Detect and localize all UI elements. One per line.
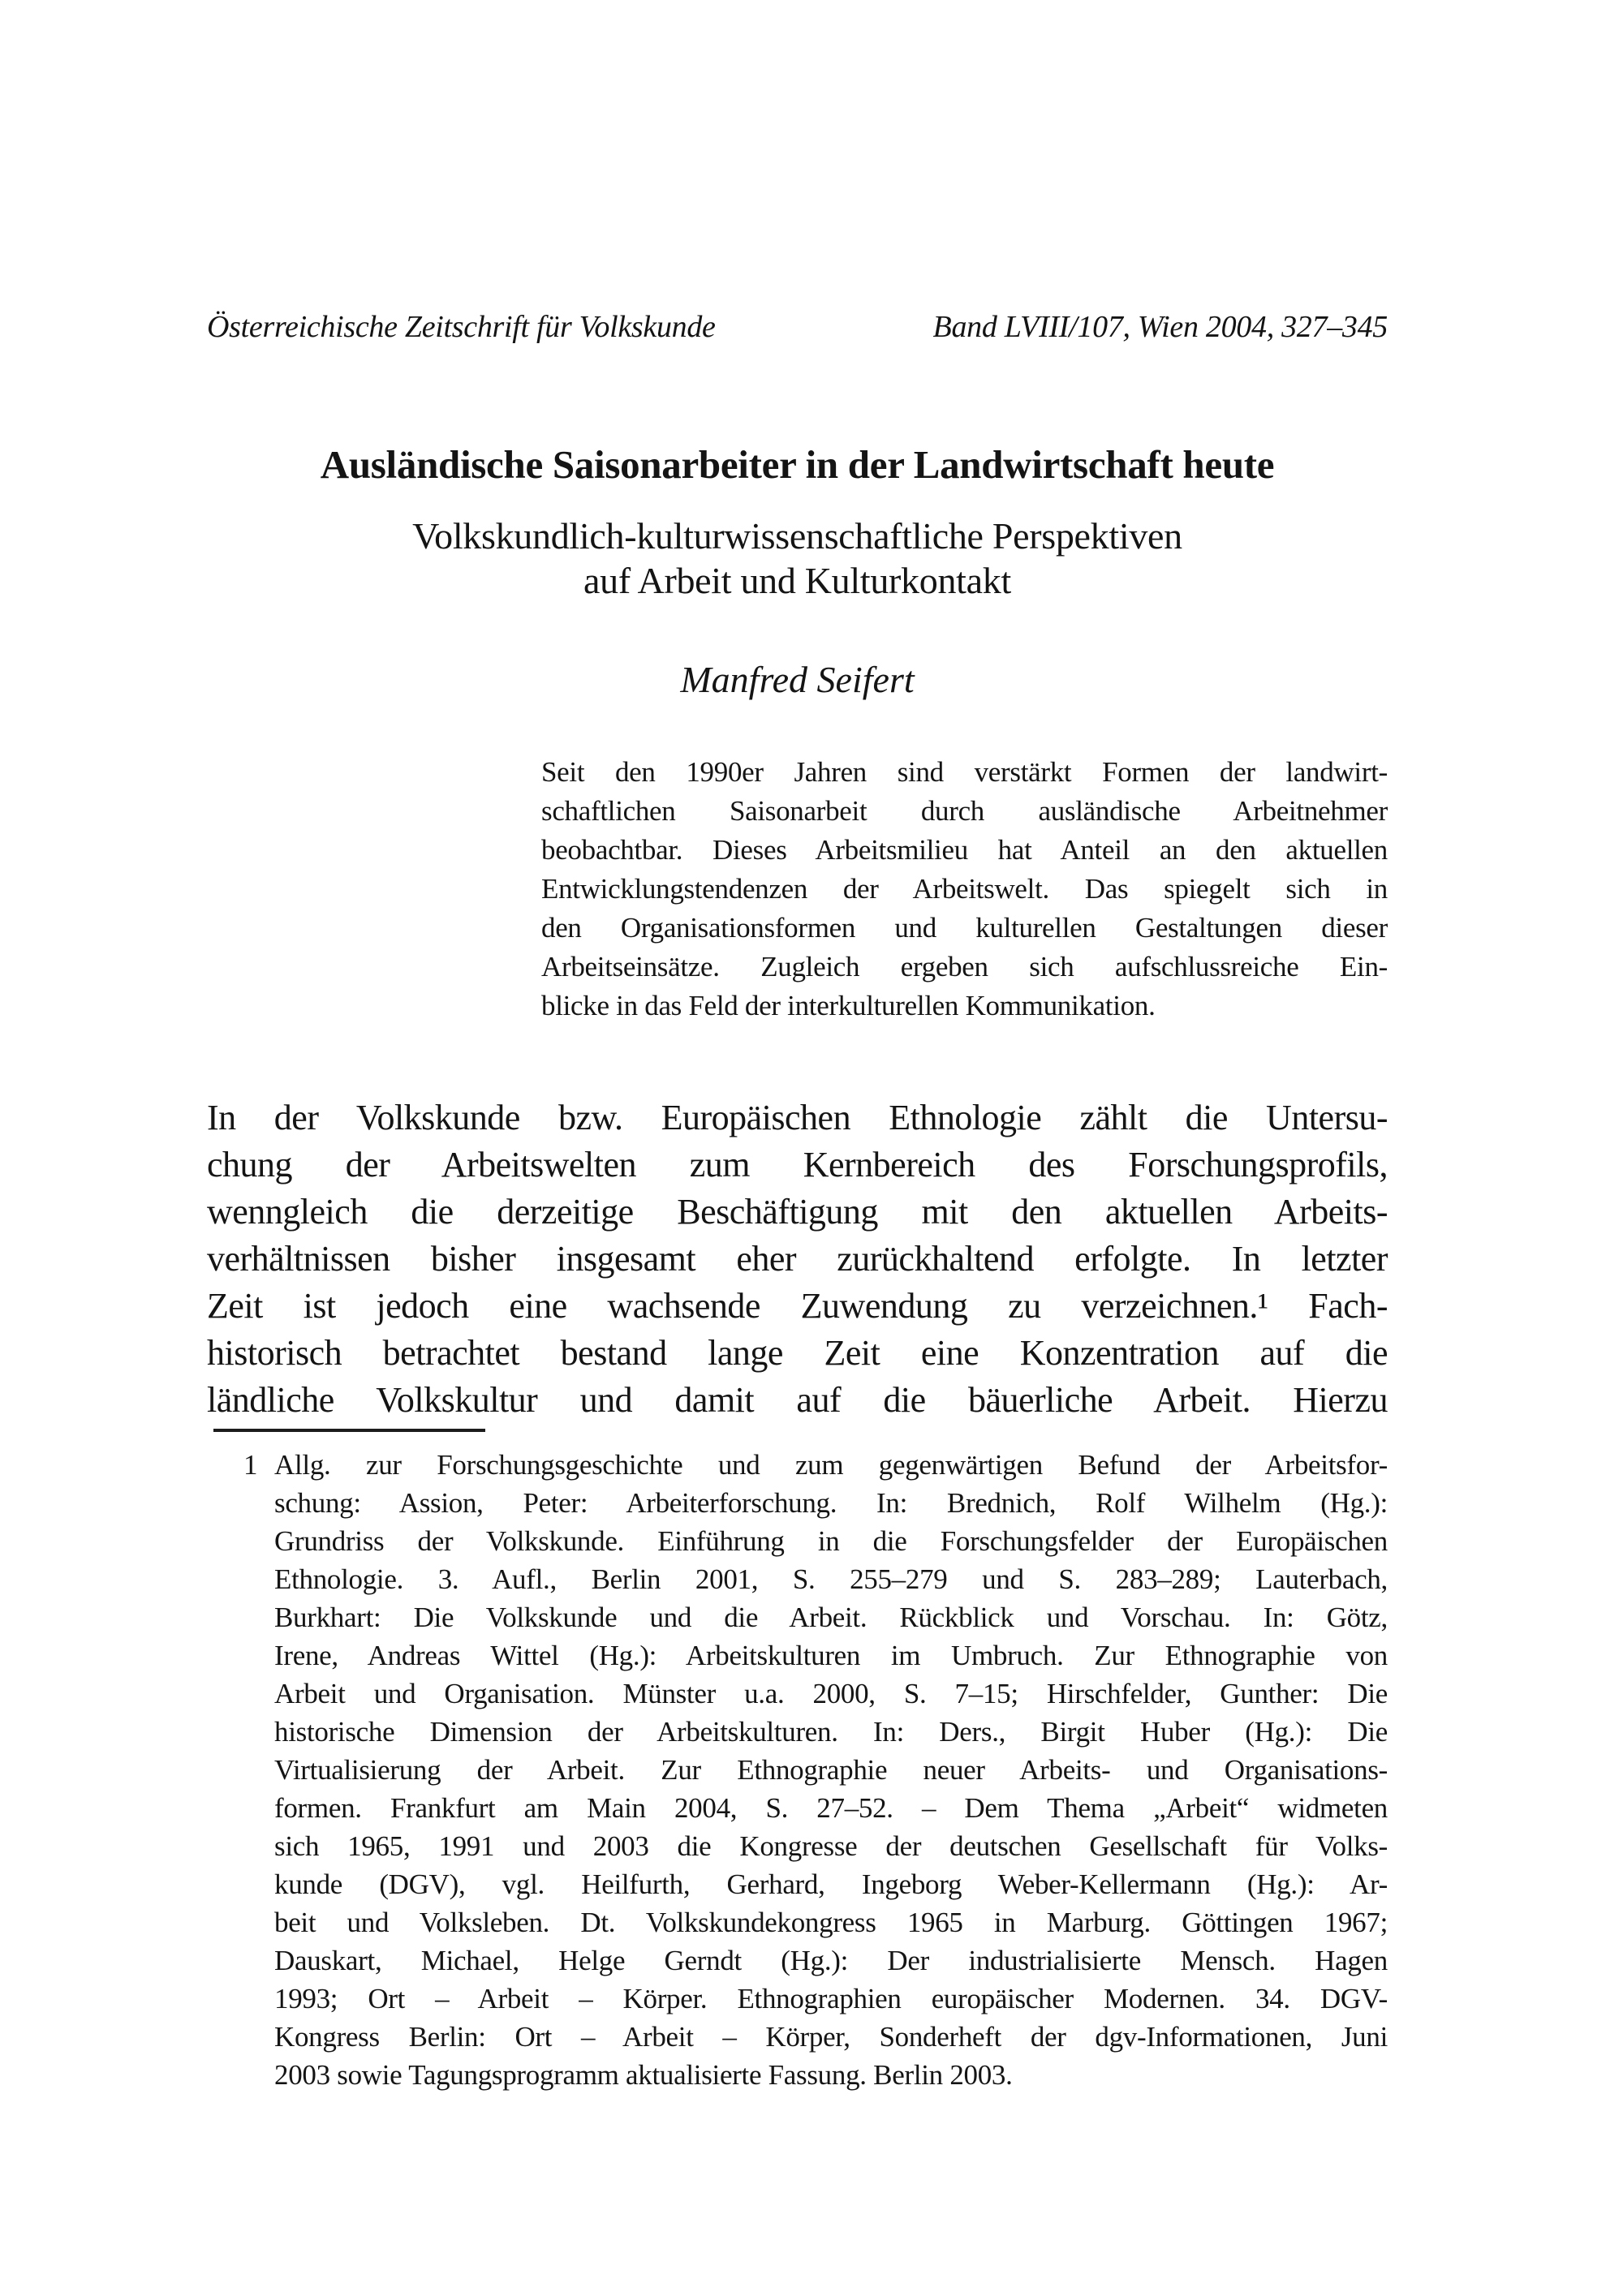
footnote-line: Allg. zur Forschungsgeschichte und zum gegenwärtigen Befund der Arbeitsfor-	[274, 1449, 1388, 1481]
author-name: Manfred Seifert	[680, 659, 915, 700]
footnote-line: Virtualisierung der Arbeit. Zur Ethnographie neuer Arbeits- und Organisations-	[274, 1754, 1388, 1786]
footnote-line: Ethnologie. 3. Aufl., Berlin 2001, S. 255–279 und S. 283–289; Lauterbach,	[274, 1563, 1388, 1595]
footnote-separator-rule	[213, 1429, 485, 1432]
body-line: historisch betrachtet bestand lange Zeit eine Konzentration auf die	[207, 1333, 1388, 1373]
body-line: ländliche Volkskultur und damit auf die bäuerliche Arbeit. Hierzu	[207, 1380, 1388, 1420]
footnote-line: Arbeit und Organisation. Münster u.a. 2000, S. 7–15; Hirschfelder, Gunther: Die	[274, 1678, 1388, 1709]
body-paragraph	[207, 1094, 1388, 1424]
abstract-line: beobachtbar. Dieses Arbeitsmilieu hat Anteil an den aktuellen	[541, 834, 1388, 866]
footnote-line: 2003 sowie Tagungsprogramm aktualisierte Fassung. Berlin 2003.	[274, 2059, 1013, 2091]
body-line: chung der Arbeitswelten zum Kernbereich des Forschungsprofils,	[207, 1145, 1388, 1185]
issue-info: Band LVIII/107, Wien 2004, 327–345	[932, 310, 1388, 344]
body-line: In der Volkskunde bzw. Europäischen Ethnologie zählt die Untersu-	[207, 1098, 1388, 1137]
abstract-line: den Organisationsformen und kulturellen Gestaltungen dieser	[541, 912, 1388, 944]
footnote-line: Kongress Berlin: Ort – Arbeit – Körper, Sonderheft der dgv-Informationen, Juni	[274, 2021, 1388, 2053]
abstract-line: schaftlichen Saisonarbeit durch ausländische Arbeitnehmer	[541, 795, 1388, 827]
abstract-line: Arbeitseinsätze. Zugleich ergeben sich aufschlussreiche Ein-	[541, 951, 1388, 982]
journal-name: Österreichische Zeitschrift für Volkskunde	[207, 310, 716, 344]
abstract-line: Entwicklungstendenzen der Arbeitswelt. Das spiegelt sich in	[541, 873, 1388, 905]
body-line: verhältnissen bisher insgesamt eher zurückhaltend erfolgte. In letzter	[207, 1239, 1388, 1279]
footnote-line: schung: Assion, Peter: Arbeiterforschung. In: Brednich, Rolf Wilhelm (Hg.):	[274, 1487, 1388, 1519]
footnote-number: 1	[243, 1449, 258, 1481]
footnote-line: beit und Volksleben. Dt. Volkskundekongress 1965 in Marburg. Göttingen 1967;	[274, 1907, 1388, 1938]
abstract-line: blicke in das Feld der interkulturellen Kommunikation.	[541, 990, 1156, 1021]
footnote-line: Irene, Andreas Wittel (Hg.): Arbeitskulturen im Umbruch. Zur Ethnographie von	[274, 1640, 1388, 1671]
footnote-line: kunde (DGV), vgl. Heilfurth, Gerhard, Ingeborg Weber-Kellermann (Hg.): Ar-	[274, 1868, 1388, 1900]
abstract-line: Seit den 1990er Jahren sind verstärkt Formen der landwirt-	[541, 756, 1388, 788]
article-title: Ausländische Saisonarbeiter in der Landwirtschaft heute	[320, 442, 1275, 487]
journal-header	[207, 308, 1388, 346]
footnote-line: Grundriss der Volkskunde. Einführung in die Forschungsfelder der Europäischen	[274, 1525, 1388, 1557]
body-line: Zeit ist jedoch eine wachsende Zuwendung zu verzeichnen.¹ Fach-	[207, 1286, 1388, 1326]
footnote-line: sich 1965, 1991 und 2003 die Kongresse der deutschen Gesellschaft für Volks-	[274, 1830, 1388, 1862]
body-line: wenngleich die derzeitige Beschäftigung mit den aktuellen Arbeits-	[207, 1192, 1388, 1232]
subtitle-line-1: Volkskundlich-kulturwissenschaftliche Perspektiven	[412, 515, 1182, 557]
abstract-block	[541, 753, 1388, 1025]
footnote-line: Burkhart: Die Volkskunde und die Arbeit. Rückblick und Vorschau. In: Götz,	[274, 1602, 1388, 1633]
subtitle-line-2: auf Arbeit und Kulturkontakt	[583, 560, 1011, 601]
article-subtitle	[207, 514, 1388, 603]
footnote-line: historische Dimension der Arbeitskulturen. In: Ders., Birgit Huber (Hg.): Die	[274, 1716, 1388, 1748]
footnote-line: Dauskart, Michael, Helge Gerndt (Hg.): Der industrialisierte Mensch. Hagen	[274, 1945, 1388, 1976]
footnote-block	[243, 1446, 1388, 2094]
footnote-line: 1993; Ort – Arbeit – Körper. Ethnographien europäischer Modernen. 34. DGV-	[274, 1983, 1388, 2014]
text-column	[207, 0, 1388, 2296]
footnote-line: formen. Frankfurt am Main 2004, S. 27–52. – Dem Thema „Arbeit“ widmeten	[274, 1792, 1388, 1824]
